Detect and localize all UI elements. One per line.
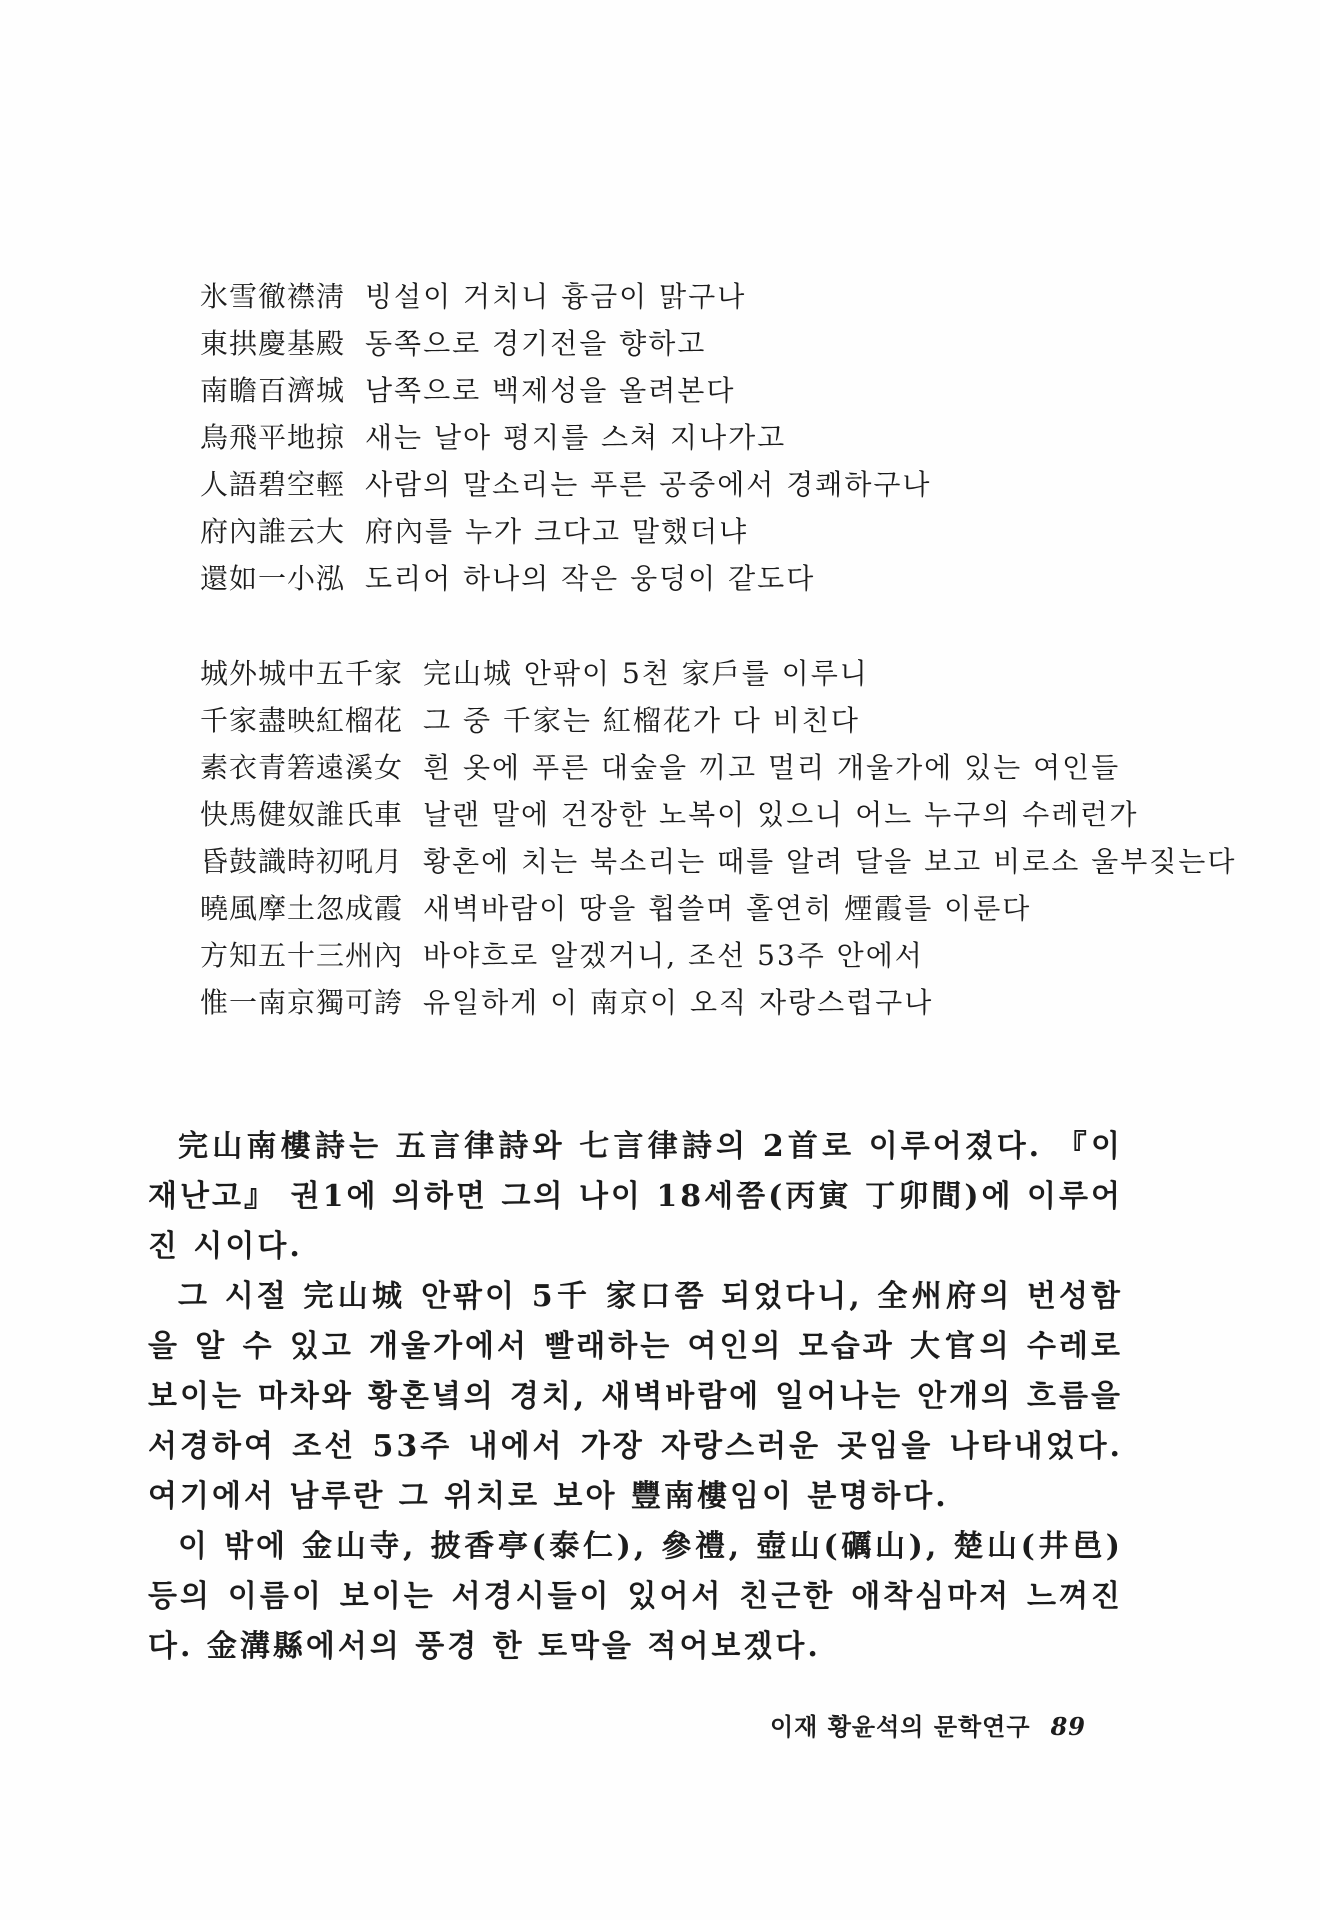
poem-line — [200, 791, 1320, 838]
hanja-verse: 快馬健奴誰氏車 — [200, 798, 404, 831]
poem-line — [200, 555, 931, 602]
paragraph: 完山南樓詩는 五言律詩와 七言律詩의 2首로 이루어졌다. 『이재난고』 권1에 의하면 그의 나이 18세쯤(丙寅 丁卯間)에 이루어진 시이다. — [148, 1129, 1123, 1264]
hanja-verse: 曉風摩土忽成霞 — [200, 892, 404, 925]
commentary-text — [148, 1122, 1123, 1672]
poem-line — [200, 744, 1320, 791]
poem-line — [200, 932, 1320, 979]
korean-translation: 흰 옷에 푸른 대숲을 끼고 멀리 개울가에 있는 여인들 — [423, 751, 1121, 784]
korean-translation: 새는 날아 평지를 스쳐 지나가고 — [365, 421, 787, 454]
running-title: 이재 황윤석의 문학연구 — [770, 1712, 1031, 1741]
korean-translation: 그 중 千家는 紅榴花가 다 비친다 — [423, 704, 860, 737]
hanja-verse: 鳥飛平地掠 — [200, 421, 346, 454]
page-number: 89 — [1050, 1712, 1086, 1741]
poem-five-character — [200, 273, 931, 602]
korean-translation: 빙설이 거치니 흉금이 맑구나 — [365, 280, 747, 313]
hanja-verse: 府內誰云大 — [200, 515, 346, 548]
hanja-verse: 氷雪徹襟淸 — [200, 280, 346, 313]
page-footer — [770, 1707, 1086, 1742]
poem-line — [200, 414, 931, 461]
hanja-verse: 南瞻百濟城 — [200, 374, 346, 407]
poem-line — [200, 367, 931, 414]
korean-translation: 동쪽으로 경기전을 향하고 — [365, 327, 707, 360]
korean-translation: 사람의 말소리는 푸른 공중에서 경쾌하구나 — [365, 468, 932, 501]
hanja-verse: 千家盡映紅榴花 — [200, 704, 404, 737]
korean-translation: 府內를 누가 크다고 말했더냐 — [365, 515, 749, 548]
poem-seven-character — [200, 650, 1320, 1026]
poem-line — [200, 320, 931, 367]
hanja-verse: 城外城中五千家 — [200, 657, 404, 690]
poem-line — [200, 885, 1320, 932]
korean-translation: 황혼에 치는 북소리는 때를 알려 달을 보고 비로소 울부짖는다 — [423, 845, 1237, 878]
korean-translation: 完山城 안팎이 5천 家戶를 이루니 — [423, 657, 869, 690]
poem-line — [200, 979, 1320, 1026]
hanja-verse: 還如一小泓 — [200, 562, 346, 595]
korean-translation: 남쪽으로 백제성을 올려본다 — [365, 374, 736, 407]
poem-line — [200, 838, 1320, 885]
poem-line — [200, 650, 1320, 697]
hanja-verse: 方知五十三州內 — [200, 939, 404, 972]
poem-line — [200, 461, 931, 508]
hanja-verse: 惟一南京獨可誇 — [200, 986, 404, 1019]
hanja-verse: 昏鼓識時初吼月 — [200, 845, 404, 878]
poem-line — [200, 697, 1320, 744]
paragraph: 그 시절 完山城 안팎이 5千 家口쯤 되었다니, 全州府의 번성함을 알 수 있고 개울가에서 빨래하는 여인의 모습과 大官의 수레로 보이는 마차와 황혼녘의 경치, 새벽바람에 일어나는 안개의 흐름을 서경하여 조선 53주 내에서 가장 자랑스러운 곳임을 나타내었다. 여기에서 남루란 그 위치로 보아 豐南樓임이 분명하다. — [148, 1279, 1123, 1514]
hanja-verse: 人語碧空輕 — [200, 468, 346, 501]
korean-translation: 유일하게 이 南京이 오직 자랑스럽구나 — [423, 986, 934, 1019]
poem-line — [200, 508, 931, 555]
korean-translation: 도리어 하나의 작은 웅덩이 같도다 — [365, 562, 816, 595]
poem-line — [200, 273, 931, 320]
korean-translation: 날랜 말에 건장한 노복이 있으니 어느 누구의 수레런가 — [423, 798, 1139, 831]
hanja-verse: 素衣青箬遠溪女 — [200, 751, 404, 784]
korean-translation: 바야흐로 알겠거니, 조선 53주 안에서 — [423, 939, 924, 972]
paragraph: 이 밖에 金山寺, 披香亭(泰仁), 參禮, 壺山(礪山), 楚山(井邑) 등의 이름이 보이는 서경시들이 있어서 친근한 애착심마저 느껴진다. 金溝縣에서의 풍경 한 토막을 적어보겠다. — [148, 1529, 1123, 1664]
korean-translation: 새벽바람이 땅을 휩쓸며 홀연히 煙霞를 이룬다 — [423, 892, 1032, 925]
hanja-verse: 東拱慶基殿 — [200, 327, 346, 360]
